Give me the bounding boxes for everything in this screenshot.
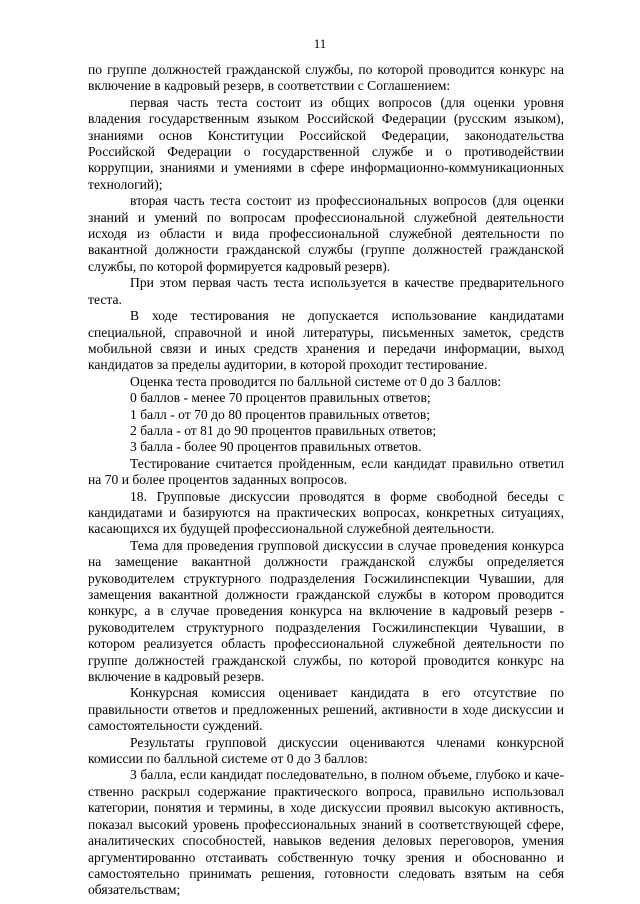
paragraph: Тема для проведения групповой дискуссии в случае проведения конкурса на замещение вакантной должности гражданской службы определяется руководителем структурного подразделения Госжилинспекции Чувашии, для замещения вакантной должности гражданской службы в котором проводится конкурс, а в случае проведения конкурса на включение в кадровый резерв - руководителем структурного подразделения Госжилинспекции Чувашии, в котором реализуется область профессиональной служебной деятельности по группе должностей гражданской службы, по которой проводится конкурс на включение в кадровый резерв. <box>88 537 564 685</box>
paragraph: Оценка теста проводится по балльной системе от 0 до 3 баллов: <box>130 373 502 389</box>
paragraph: 3 балла, если кандидат последовательно, в полном объеме, глубоко и качественно раскрыл содержание практического вопроса, правильно использовал категории, понятия и термины, в ходе дискуссии проявил высокую активность, показал высокий уровень профессиональных знаний в соответствующей сфере, аналитических способностей, навыков ведения деловых переговоров, умения аргументированно отстаивать собственную точку зрения и обоснованно и самостоятельно принимать решения, готовности следовать взятым на себя обязательствам; <box>88 767 564 898</box>
paragraph: первая часть теста состоит из общих вопросов (для оценки уровня владения государственным языком Российской Федерации (русским языком), знаниями основ Конституции Российской Федерации, законодательства Российской Федерации о государственной службе и о противодействии коррупции, знаниями и умениями в сфере информационно-коммуникационных технологий); <box>88 94 564 192</box>
paragraph: Тестирование считается пройденным, если кандидат правильно ответил на 70 и более процентов заданных вопросов. <box>88 455 564 488</box>
paragraph: по группе должностей гражданской службы, по которой проводится конкурс на включение в кадровый резерв, в соответствии с Соглашением: <box>88 62 564 94</box>
page-number: 11 <box>313 36 327 51</box>
paragraph: В ходе тестирования не допускается использование кандидатами специальной, справочной и иной литературы, письменных заметок, средств мобильной связи и иных средств хранения и передачи информации, выход кандидатов за пределы аудитории, в которой проходит тестирование. <box>88 308 564 373</box>
paragraph: 1 балл - от 70 до 80 процентов правильных ответов; <box>130 406 431 422</box>
paragraph: Конкурсная комиссия оценивает кандидата в его отсутствие по правильности ответов и предложенных решений, активности в ходе дискуссии и самостоятельности суждений. <box>88 685 564 734</box>
paragraph: вторая часть теста состоит из профессиональных вопросов (для оценки знаний и умений по вопросам профессиональной служебной деятельности исходя из области и вида профессиональной служебной деятельности по вакантной должности гражданской службы (группе должностей гражданской службы, по которой формируется кадровый резерв). <box>88 193 564 274</box>
paragraph: Результаты групповой дискуссии оцениваются членами конкурсной комиссии по балльной системе от 0 до 3 баллов: <box>88 734 564 767</box>
paragraph: При этом первая часть теста используется в качестве предварительного теста. <box>88 275 564 307</box>
paragraph: 0 баллов - менее 70 процентов правильных ответов; <box>130 390 431 406</box>
paragraph: 18. Групповые дискуссии проводятся в форме свободной беседы с кандидатами и базируются на практических вопросах, конкретных ситуациях, касающихся их будущей профессиональной служебной деятельности. <box>88 488 564 537</box>
paragraph: 3 балла - более 90 процентов правильных ответов. <box>130 439 422 455</box>
document-body <box>88 62 564 899</box>
paragraph: 2 балла - от 81 до 90 процентов правильных ответов; <box>130 422 437 438</box>
